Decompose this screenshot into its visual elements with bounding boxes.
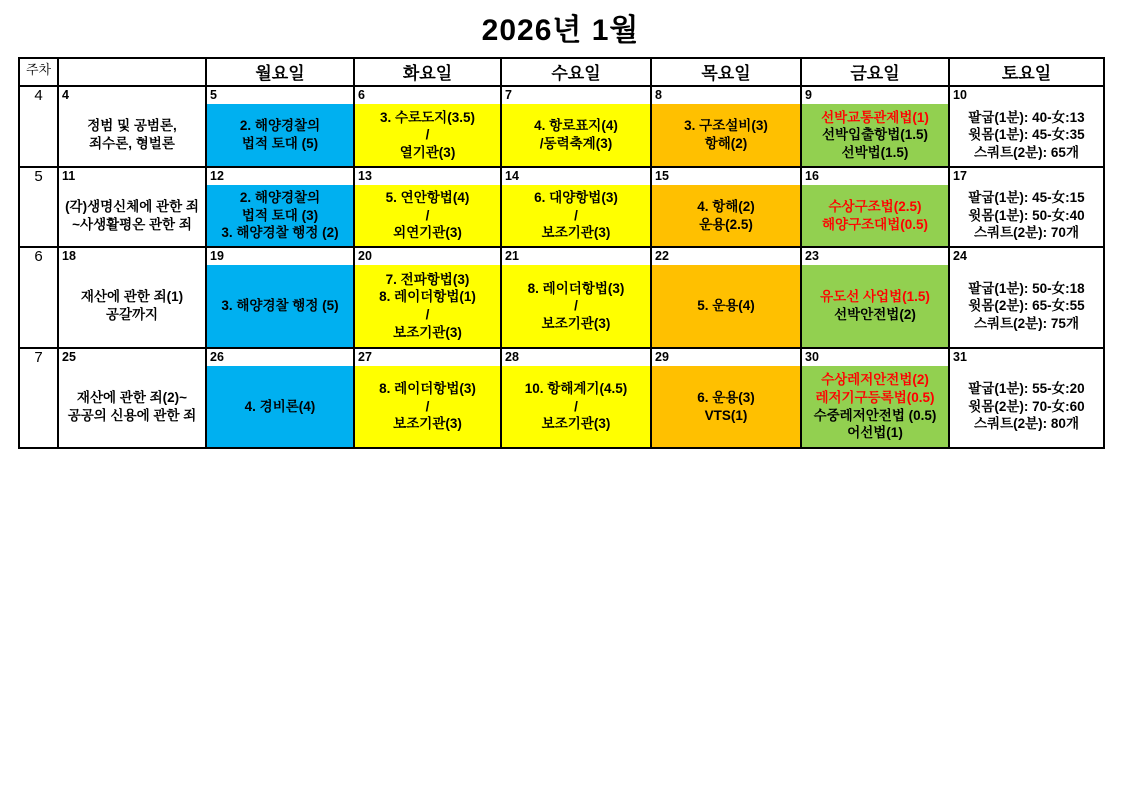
schedule-line: 10. 항해계기(4.5) <box>524 381 628 397</box>
schedule-line: 8. 레이더항법(1) <box>379 289 476 305</box>
schedule-line: 어선법(1) <box>847 425 903 441</box>
date-number: 27 <box>355 349 500 366</box>
calendar-title: 2026년 1월 <box>481 14 640 47</box>
date-number: 11 <box>59 168 205 185</box>
day-cell-wrap <box>355 349 500 447</box>
schedule-line: VTS(1) <box>704 407 748 423</box>
day-cell <box>801 247 949 348</box>
schedule-line: / <box>574 398 578 414</box>
day-content <box>355 185 500 246</box>
schedule-line: 윗몸(1분): 50-女:40 <box>968 207 1085 223</box>
schedule-line: / <box>425 207 430 223</box>
schedule-line: 스쿼트(2분): 75개 <box>974 315 1079 331</box>
schedule-line: 8. 레이더항법(3) <box>379 381 476 397</box>
schedule-line: / <box>425 398 430 414</box>
date-number: 12 <box>207 168 353 185</box>
schedule-line: 4. 항해(2) <box>697 198 755 214</box>
day-content <box>802 185 948 246</box>
day-cell <box>949 86 1104 167</box>
day-cell <box>206 348 354 448</box>
schedule-line: 보조기관(3) <box>541 225 611 241</box>
week-number: 4 <box>19 86 58 167</box>
schedule-line: 법적 토대 (5) <box>241 136 319 151</box>
schedule-line: /동력축계(3) <box>539 136 613 151</box>
weekday-header-row <box>19 58 1104 86</box>
schedule-line: 4. 항로표지(4) <box>534 118 618 134</box>
week-number: 5 <box>19 167 58 247</box>
day-cell-wrap <box>355 248 500 347</box>
date-number: 30 <box>802 349 948 366</box>
day-cell-wrap <box>502 248 650 347</box>
day-cell <box>949 247 1104 348</box>
day-cell <box>206 247 354 348</box>
schedule-line: 선박안전법(2) <box>834 307 916 322</box>
day-cell-wrap <box>59 248 205 347</box>
schedule-line: 선박교통관제법(1) <box>821 109 929 125</box>
day-cell <box>801 348 949 448</box>
schedule-line: 재산에 관한 죄(1) <box>80 289 184 305</box>
day-content <box>802 265 948 347</box>
day-cell <box>206 86 354 167</box>
schedule-line: 윗몸(1분): 45-女:35 <box>968 127 1085 143</box>
day-cell-wrap <box>502 349 650 447</box>
calendar-table <box>18 57 1105 449</box>
sunday-header-blank <box>58 58 206 86</box>
date-number: 20 <box>355 248 500 265</box>
day-content <box>207 185 353 246</box>
date-number: 10 <box>950 87 1103 104</box>
date-number: 5 <box>207 87 353 104</box>
week-row <box>19 86 1104 167</box>
day-cell-wrap <box>652 87 800 166</box>
schedule-line: 공공의 신용에 관한 죄 <box>67 407 197 423</box>
schedule-line: 운용(2.5) <box>699 216 753 232</box>
date-number: 28 <box>502 349 650 366</box>
date-number: 4 <box>59 87 205 104</box>
day-cell <box>354 247 501 348</box>
day-cell <box>58 86 206 167</box>
week-number: 7 <box>19 348 58 448</box>
day-content <box>652 104 800 166</box>
day-cell-wrap <box>207 168 353 246</box>
weekday-header: 화요일 <box>354 58 501 86</box>
weekday-header: 목요일 <box>651 58 801 86</box>
day-cell-wrap <box>802 87 948 166</box>
day-content <box>502 104 650 166</box>
day-content <box>652 265 800 347</box>
day-cell <box>949 348 1104 448</box>
schedule-line: 법적 토대 (3) <box>241 207 319 223</box>
week-number: 6 <box>19 247 58 348</box>
day-content <box>502 185 650 246</box>
schedule-line: 3. 구조설비(3) <box>684 118 768 134</box>
schedule-line: 6. 운용(3) <box>697 389 755 405</box>
date-number: 7 <box>502 87 650 104</box>
day-content <box>355 366 500 447</box>
date-number: 6 <box>355 87 500 104</box>
day-cell <box>651 86 801 167</box>
schedule-line: / <box>425 307 430 322</box>
schedule-line: 선박법(1.5) <box>841 144 909 160</box>
day-content <box>207 366 353 447</box>
schedule-line: 수상구조법(2.5) <box>828 198 922 214</box>
day-cell-wrap <box>652 168 800 246</box>
day-content <box>802 104 948 166</box>
schedule-line: 유도선 사업법(1.5) <box>820 289 930 305</box>
schedule-line: 8. 레이더항법(3) <box>527 280 625 296</box>
schedule-line: / <box>425 127 430 143</box>
schedule-line: 2. 해양경찰의 <box>239 190 321 206</box>
day-cell <box>501 348 651 448</box>
week-column-header: 주차 <box>19 58 58 86</box>
day-cell-wrap <box>802 349 948 447</box>
day-cell <box>949 167 1104 247</box>
day-cell-wrap <box>802 168 948 246</box>
schedule-line: 팔굽(1분): 40-女:13 <box>968 109 1085 125</box>
schedule-line: 선박입출항법(1.5) <box>821 127 928 143</box>
weekday-header: 월요일 <box>206 58 354 86</box>
day-cell-wrap <box>950 248 1103 347</box>
date-number: 19 <box>207 248 353 265</box>
date-number: 18 <box>59 248 205 265</box>
day-content <box>802 366 948 447</box>
schedule-line: 항해(2) <box>704 136 748 151</box>
day-cell-wrap <box>59 349 205 447</box>
date-number: 13 <box>355 168 500 185</box>
day-cell-wrap <box>950 87 1103 166</box>
day-cell-wrap <box>207 349 353 447</box>
schedule-line: 스쿼트(2분): 65개 <box>974 144 1079 160</box>
schedule-line: 정범 및 공범론, <box>87 118 177 134</box>
week-row <box>19 348 1104 448</box>
schedule-line: 3. 해양경찰 행정 (5) <box>221 298 339 314</box>
day-content <box>652 366 800 447</box>
day-cell-wrap <box>950 349 1103 447</box>
schedule-line: 5. 운용(4) <box>697 298 755 314</box>
day-content <box>355 265 500 347</box>
schedule-line: 수상레저안전법(2) <box>821 372 929 388</box>
schedule-line: 윗몸(2분): 70-女:60 <box>968 398 1085 414</box>
day-cell-wrap <box>355 168 500 246</box>
date-number: 23 <box>802 248 948 265</box>
day-cell <box>651 247 801 348</box>
date-number: 9 <box>802 87 948 104</box>
schedule-line: 재산에 관한 죄(2)~ <box>76 389 188 405</box>
schedule-line: 수중레저안전법 (0.5) <box>813 407 937 423</box>
schedule-line: 보조기관(3) <box>541 416 611 432</box>
day-cell <box>651 167 801 247</box>
schedule-line: 외연기관(3) <box>393 225 462 241</box>
day-content <box>59 185 205 246</box>
day-content <box>59 265 205 347</box>
day-cell <box>206 167 354 247</box>
schedule-line: 2. 해양경찰의 <box>239 118 321 134</box>
day-content <box>950 104 1103 166</box>
schedule-line: ~사생활평온 관한 죄 <box>72 216 192 232</box>
date-number: 31 <box>950 349 1103 366</box>
schedule-line: / <box>574 207 578 223</box>
day-cell <box>501 247 651 348</box>
schedule-line: 4. 경비론(4) <box>244 398 316 414</box>
date-number: 26 <box>207 349 353 366</box>
day-content <box>950 185 1103 246</box>
date-number: 24 <box>950 248 1103 265</box>
day-content <box>502 265 650 347</box>
schedule-line: 공갈까지 <box>105 307 159 322</box>
day-cell-wrap <box>355 87 500 166</box>
day-cell-wrap <box>502 168 650 246</box>
date-number: 25 <box>59 349 205 366</box>
schedule-line: 보조기관(3) <box>541 315 611 331</box>
day-cell <box>501 167 651 247</box>
schedule-line: 팔굽(1분): 50-女:18 <box>968 280 1085 296</box>
schedule-line: 보조기관(3) <box>393 416 462 432</box>
schedule-line: 열기관(3) <box>399 144 456 160</box>
day-content <box>652 185 800 246</box>
day-cell <box>801 86 949 167</box>
day-cell <box>651 348 801 448</box>
day-cell <box>801 167 949 247</box>
date-number: 15 <box>652 168 800 185</box>
schedule-line: 레저기구등록법(0.5) <box>815 389 935 405</box>
schedule-line: 윗몸(2분): 65-女:55 <box>968 298 1085 314</box>
day-cell <box>58 247 206 348</box>
date-number: 22 <box>652 248 800 265</box>
day-cell <box>58 167 206 247</box>
date-number: 21 <box>502 248 650 265</box>
schedule-line: 팔굽(1분): 55-女:20 <box>968 381 1085 397</box>
weekday-header: 토요일 <box>949 58 1104 86</box>
weekday-header: 금요일 <box>801 58 949 86</box>
day-cell <box>354 86 501 167</box>
schedule-line: 팔굽(1분): 45-女:15 <box>968 190 1085 206</box>
day-cell-wrap <box>502 87 650 166</box>
date-number: 8 <box>652 87 800 104</box>
day-cell-wrap <box>207 248 353 347</box>
day-cell-wrap <box>59 168 205 246</box>
schedule-line: 해양구조대법(0.5) <box>821 216 928 232</box>
schedule-line: 죄수론, 형벌론 <box>89 136 175 151</box>
schedule-line: 보조기관(3) <box>393 324 462 340</box>
day-content <box>355 104 500 166</box>
day-cell-wrap <box>652 349 800 447</box>
day-content <box>207 265 353 347</box>
schedule-line: 7. 전파항법(3) <box>385 271 470 287</box>
day-content <box>59 366 205 447</box>
schedule-line: (각)생명신체에 관한 죄 <box>65 198 199 214</box>
date-number: 17 <box>950 168 1103 185</box>
schedule-line: / <box>574 298 578 314</box>
day-content <box>207 104 353 166</box>
day-cell-wrap <box>950 168 1103 246</box>
day-content <box>502 366 650 447</box>
date-number: 29 <box>652 349 800 366</box>
day-cell-wrap <box>652 248 800 347</box>
day-cell-wrap <box>59 87 205 166</box>
day-cell <box>501 86 651 167</box>
day-cell <box>354 167 501 247</box>
week-row <box>19 247 1104 348</box>
day-content <box>950 265 1103 347</box>
date-number: 14 <box>502 168 650 185</box>
day-cell-wrap <box>802 248 948 347</box>
date-number: 16 <box>802 168 948 185</box>
weekday-header: 수요일 <box>501 58 651 86</box>
day-cell <box>354 348 501 448</box>
week-row <box>19 167 1104 247</box>
schedule-line: 3. 해양경찰 행정 (2) <box>221 225 339 241</box>
schedule-line: 3. 수로도지(3.5) <box>380 109 475 125</box>
day-content <box>950 366 1103 447</box>
schedule-line: 스쿼트(2분): 70개 <box>974 225 1079 241</box>
day-cell-wrap <box>207 87 353 166</box>
day-content <box>59 104 205 166</box>
day-cell <box>58 348 206 448</box>
schedule-line: 5. 연안항법(4) <box>385 190 470 206</box>
schedule-line: 스쿼트(2분): 80개 <box>974 416 1079 432</box>
schedule-line: 6. 대양항법(3) <box>534 190 618 206</box>
